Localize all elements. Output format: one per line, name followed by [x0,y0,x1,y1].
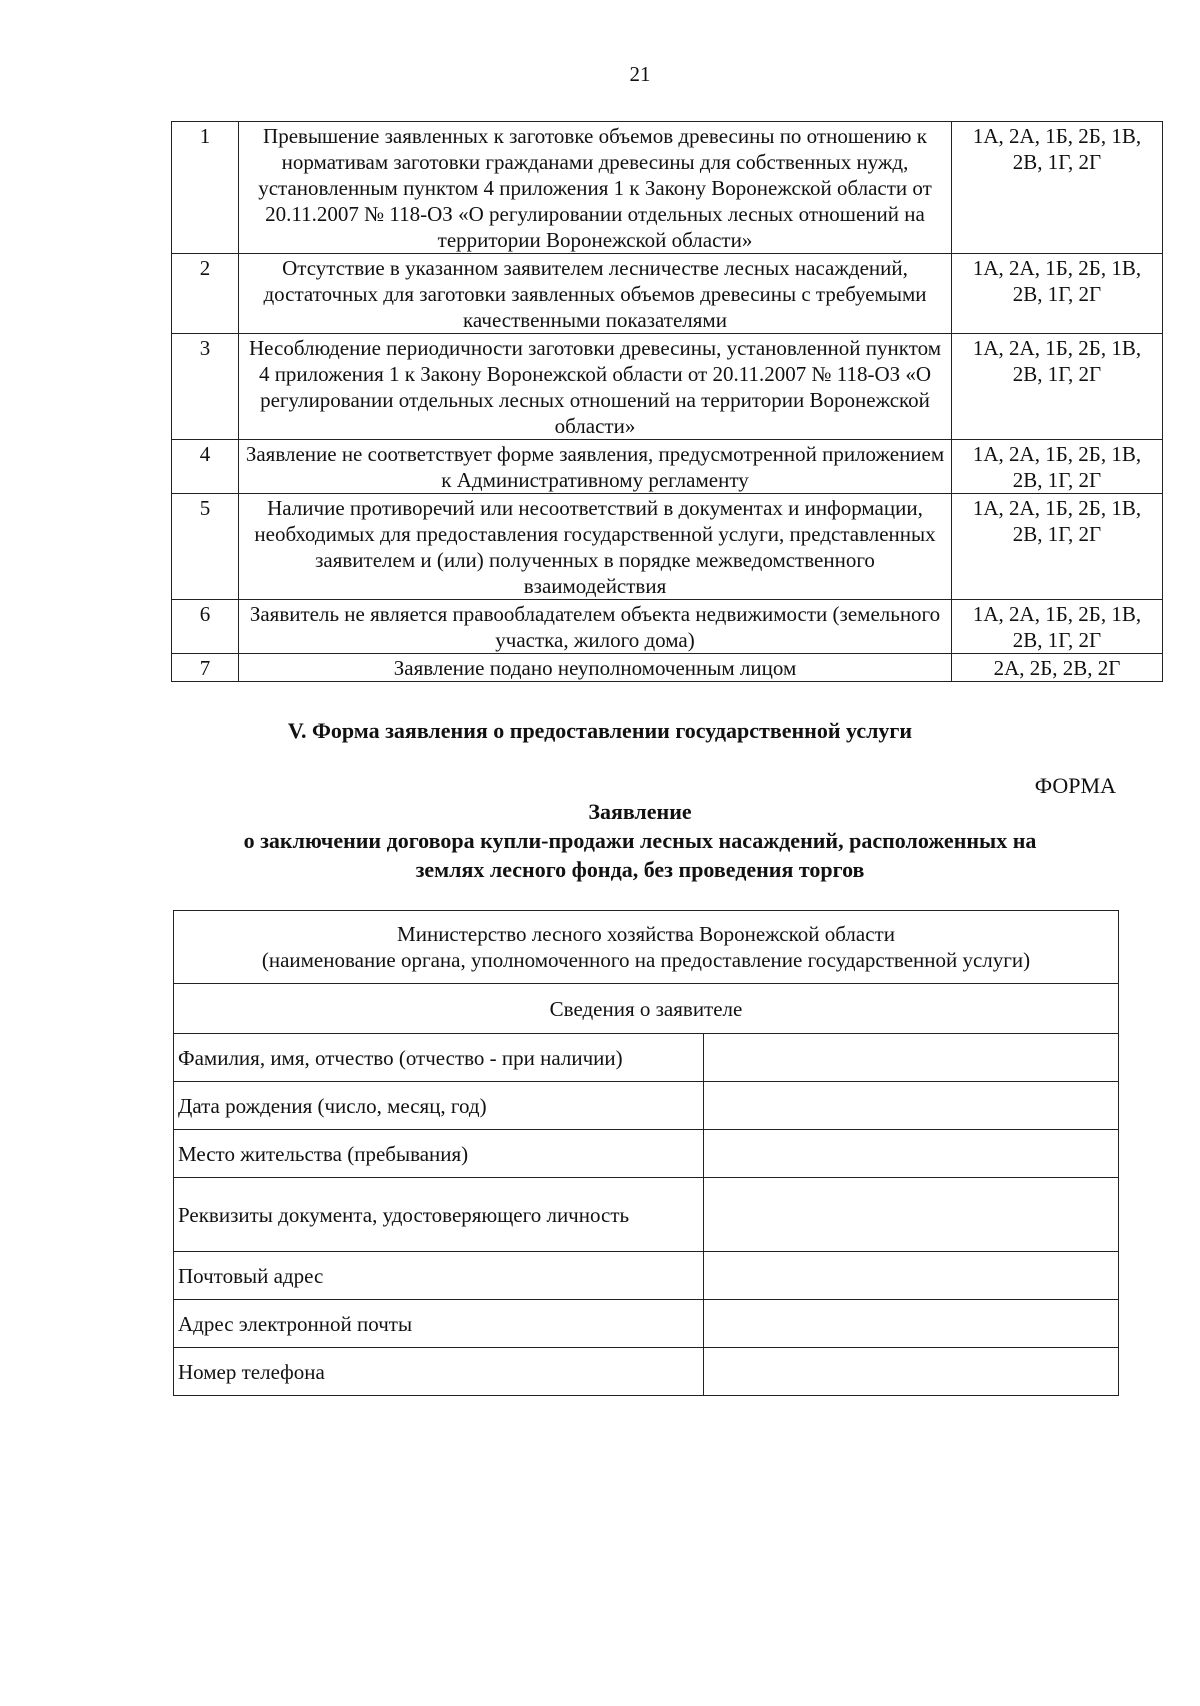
reason-codes: 1А, 2А, 1Б, 2Б, 1В, 2В, 1Г, 2Г [952,494,1163,600]
reason-number: 2 [172,254,239,334]
reason-row [172,494,1163,600]
applicant-field-row [174,1348,1119,1396]
document-title-line-2: о заключении договора купли-продажи лесных насаждений, расположенных на [243,828,1037,853]
authority-row [174,911,1119,984]
applicant-section-row [174,984,1119,1034]
applicant-field-value[interactable] [704,1300,1119,1348]
reason-codes: 2А, 2Б, 2В, 2Г [952,654,1163,682]
applicant-field-label: Фамилия, имя, отчество (отчество - при наличии) [174,1034,704,1082]
applicant-field-row [174,1130,1119,1178]
page-number: 21 [629,62,651,86]
reason-number: 3 [172,334,239,440]
reason-text: Заявление не соответствует форме заявления, предусмотренной приложением к Административному регламенту [239,440,952,494]
applicant-field-row [174,1252,1119,1300]
section-title: V. Форма заявления о предоставлении государственной услуги [287,718,913,743]
form-label: ФОРМА [1034,773,1116,798]
reason-codes: 1А, 2А, 1Б, 2Б, 1В, 2В, 1Г, 2Г [952,440,1163,494]
reason-row [172,654,1163,682]
authority-cell [174,911,1119,984]
applicant-section-heading: Сведения о заявителе [174,984,1119,1034]
applicant-fields [174,1034,1119,1396]
reason-text: Заявление подано неуполномоченным лицом [239,654,952,682]
applicant-field-row [174,1178,1119,1252]
reason-text: Наличие противоречий или несоответствий в документах и информации, необходимых для предоставления государственной услуги, представленных заявителем и (или) полученных в порядке межведомственного взаимодействия [239,494,952,600]
reason-number: 7 [172,654,239,682]
applicant-field-value[interactable] [704,1252,1119,1300]
reason-row [172,600,1163,654]
reason-codes: 1А, 2А, 1Б, 2Б, 1В, 2В, 1Г, 2Г [952,600,1163,654]
document-title [0,797,1200,884]
applicant-field-value[interactable] [704,1082,1119,1130]
applicant-field-label: Дата рождения (число, месяц, год) [174,1082,704,1130]
reason-number: 6 [172,600,239,654]
applicant-field-label: Почтовый адрес [174,1252,704,1300]
reason-codes: 1А, 2А, 1Б, 2Б, 1В, 2В, 1Г, 2Г [952,254,1163,334]
reason-text: Отсутствие в указанном заявителем лесничестве лесных насаждений, достаточных для заготовки заявленных объемов древесины с требуемыми качественными показателями [239,254,952,334]
reason-number: 5 [172,494,239,600]
refusal-reasons-body [172,122,1163,682]
authority-note: (наименование органа, уполномоченного на предоставление государственной услуги) [261,948,1031,972]
reason-row [172,122,1163,254]
authority-name: Министерство лесного хозяйства Воронежской области [397,922,895,946]
reason-row [172,254,1163,334]
applicant-field-row [174,1300,1119,1348]
document-title-line-1: Заявление [588,799,692,824]
applicant-field-value[interactable] [704,1130,1119,1178]
applicant-field-label: Адрес электронной почты [174,1300,704,1348]
reason-codes: 1А, 2А, 1Б, 2Б, 1В, 2В, 1Г, 2Г [952,122,1163,254]
reason-number: 4 [172,440,239,494]
refusal-reasons-table [171,121,1163,682]
applicant-form-table [173,910,1119,1396]
reason-row [172,334,1163,440]
applicant-field-value[interactable] [704,1034,1119,1082]
applicant-field-label: Номер телефона [174,1348,704,1396]
reason-number: 1 [172,122,239,254]
document-title-line-3: землях лесного фонда, без проведения торгов [415,857,865,882]
reason-text: Заявитель не является правообладателем объекта недвижимости (земельного участка, жилого дома) [239,600,952,654]
applicant-field-label: Место жительства (пребывания) [174,1130,704,1178]
applicant-field-row [174,1082,1119,1130]
applicant-field-label: Реквизиты документа, удостоверяющего личность [174,1178,704,1252]
applicant-field-value[interactable] [704,1178,1119,1252]
applicant-field-row [174,1034,1119,1082]
reason-text: Превышение заявленных к заготовке объемов древесины по отношению к нормативам заготовки гражданами древесины для собственных нужд, установленным пунктом 4 приложения 1 к Закону Воронежской области от 20.11.2007 № 118-ОЗ «О регулировании отдельных лесных отношений на территории Воронежской области» [239,122,952,254]
reason-row [172,440,1163,494]
reason-codes: 1А, 2А, 1Б, 2Б, 1В, 2В, 1Г, 2Г [952,334,1163,440]
reason-text: Несоблюдение периодичности заготовки древесины, установленной пунктом 4 приложения 1 к Закону Воронежской области от 20.11.2007 № 118-ОЗ «О регулировании отдельных лесных отношений на территории Воронежской области» [239,334,952,440]
applicant-field-value[interactable] [704,1348,1119,1396]
